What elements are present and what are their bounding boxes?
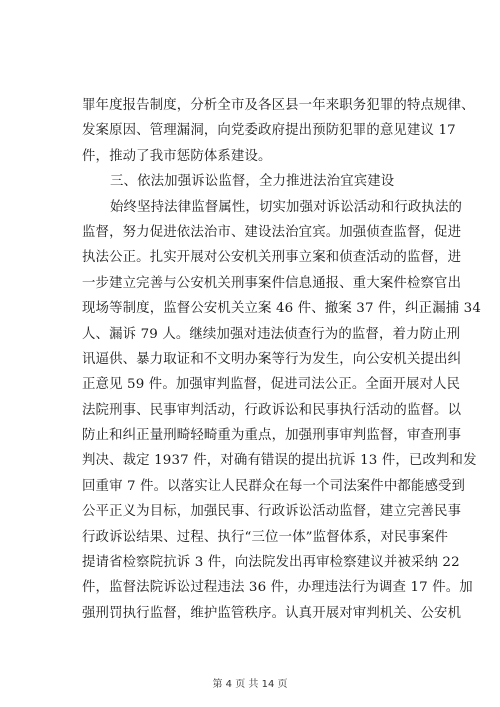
text-line: 现场等制度，监督公安机关立案 46 件、撤案 37 件，纠正漏捕 34 — [82, 301, 482, 317]
body-text — [82, 93, 482, 626]
text-line: 一步建立完善与公安机关刑事案件信息通报、重大案件检察官出 — [82, 275, 462, 291]
text-line: 公平正义为目标，加强民事、行政诉讼活动监督，建立完善民事 — [82, 504, 462, 520]
text-line: 强刑罚执行监督，维护监管秩序。认真开展对审判机关、公安机 — [82, 605, 462, 621]
text-line: 人、漏诉 79 人。继续加强对违法侦查行为的监督，着力防止刑 — [82, 326, 461, 342]
text-line: 回重审 7 件。以落实让人民群众在每一个司法案件中都能感受到 — [82, 478, 466, 494]
text-line: 提请省检察院抗诉 3 件，向法院发出再审检察建议并被采纳 22 — [82, 555, 460, 571]
text-line: 讯逼供、暴力取证和不文明办案等行为发生，向公安机关提出纠 — [82, 351, 462, 367]
page-number-footer: 第 4 页 共 14 页 — [212, 679, 288, 690]
text-line: 行政诉讼结果、过程、执行“三位一体”监督体系，对民事案件 — [82, 529, 449, 545]
text-line: 法院刑事、民事审判活动，行政诉讼和民事执行活动的监督。以 — [82, 402, 462, 418]
text-line: 件，监督法院诉讼过程违法 36 件，办理违法行为调查 17 件。加 — [82, 580, 473, 596]
text-line: 始终坚持法律监督属性，切实加强对诉讼活动和行政执法的 — [110, 199, 463, 215]
text-line: 执法公正。扎实开展对公安机关刑事立案和侦查活动的监督，进 — [82, 250, 462, 266]
text-line: 发案原因、管理漏洞，向党委政府提出预防犯罪的意见建议 17 — [82, 123, 456, 139]
text-line: 罪年度报告制度，分析全市及各区县一年来职务犯罪的特点规律、 — [82, 98, 475, 113]
section-heading: 三、依法加强诉讼监督，全力推进法治宜宾建设 — [110, 174, 395, 190]
text-line: 防止和纠正量刑畸轻畸重为重点，加强刑事审判监督，审查刑事 — [82, 428, 462, 444]
text-line: 件，推动了我市惩防体系建设。 — [82, 148, 272, 164]
text-line: 判决、裁定 1937 件，对确有错误的提出抗诉 13 件，已改判和发 — [82, 453, 477, 469]
text-line: 监督，努力促进依法治市、建设法治宜宾。加强侦查监督，促进 — [82, 224, 462, 240]
text-line: 正意见 59 件。加强审判监督，促进司法公正。全面开展对人民 — [82, 377, 461, 393]
